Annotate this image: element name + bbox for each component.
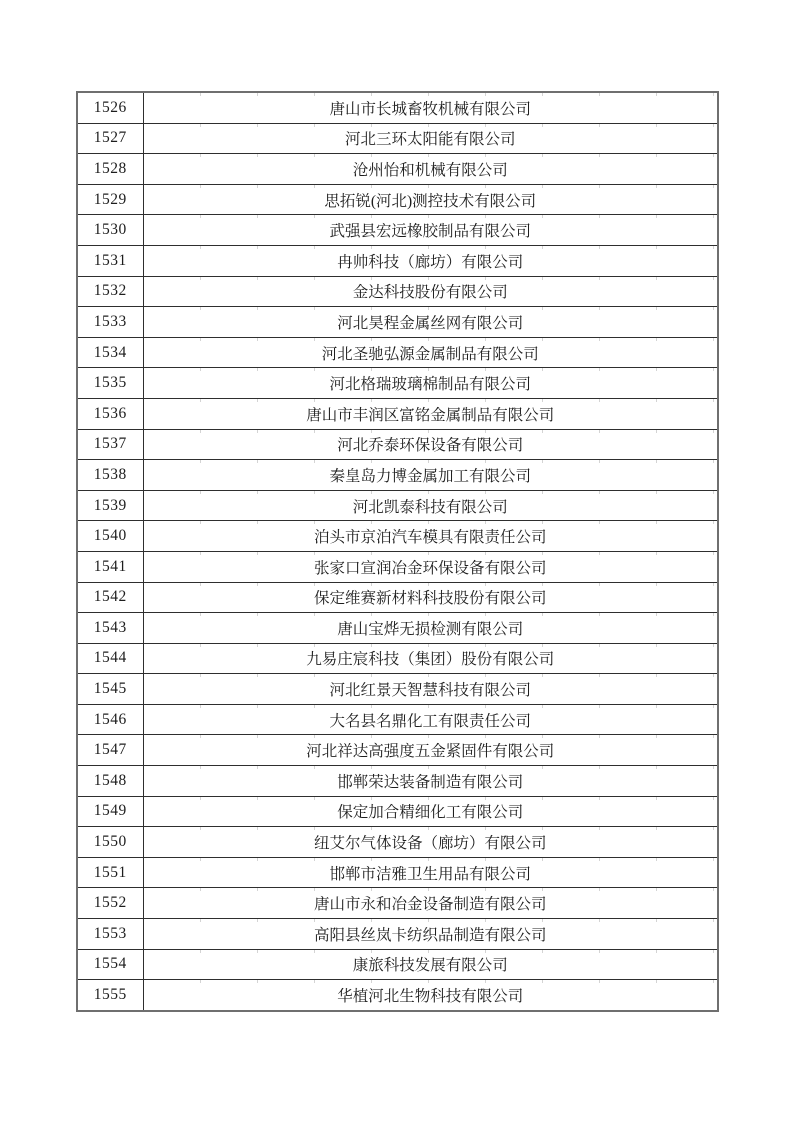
company-name-cell bbox=[143, 827, 718, 858]
row-index: 1545 bbox=[93, 680, 127, 698]
company-name: 九易庄宸科技（集团）股份有限公司 bbox=[306, 651, 555, 669]
table-row bbox=[77, 919, 718, 950]
table-row bbox=[77, 521, 718, 552]
company-name-cell bbox=[143, 92, 718, 123]
table-row bbox=[77, 827, 718, 858]
table-row bbox=[77, 307, 718, 338]
company-name: 邯郸荣达装备制造有限公司 bbox=[337, 773, 524, 791]
company-name: 高阳县丝岚卡纺织品制造有限公司 bbox=[313, 926, 547, 944]
row-index: 1538 bbox=[93, 465, 127, 483]
row-index: 1553 bbox=[93, 924, 127, 942]
row-index: 1540 bbox=[93, 527, 127, 545]
company-name-cell bbox=[143, 980, 718, 1011]
row-index-cell bbox=[77, 276, 143, 307]
row-index-cell bbox=[77, 980, 143, 1011]
row-index: 1547 bbox=[93, 741, 127, 759]
table-row bbox=[77, 857, 718, 888]
company-name: 河北三环太阳能有限公司 bbox=[344, 131, 516, 149]
company-name-cell bbox=[143, 245, 718, 276]
company-name: 唐山市丰润区富铭金属制品有限公司 bbox=[306, 406, 555, 424]
table-row bbox=[77, 582, 718, 613]
company-name: 河北红景天智慧科技有限公司 bbox=[329, 682, 531, 700]
table-row bbox=[77, 245, 718, 276]
row-index-cell bbox=[77, 919, 143, 950]
row-index-cell bbox=[77, 888, 143, 919]
company-name: 康旅科技发展有限公司 bbox=[352, 957, 508, 975]
row-index: 1529 bbox=[93, 190, 127, 208]
company-name: 保定维赛新材料科技股份有限公司 bbox=[313, 590, 547, 608]
company-name: 河北昊程金属丝网有限公司 bbox=[337, 314, 524, 332]
row-index: 1528 bbox=[93, 159, 127, 177]
company-name: 邯郸市洁雅卫生用品有限公司 bbox=[329, 865, 531, 883]
company-name-cell bbox=[143, 337, 718, 368]
company-name: 唐山市永和冶金设备制造有限公司 bbox=[313, 896, 547, 914]
company-name-cell bbox=[143, 674, 718, 705]
company-name-cell bbox=[143, 949, 718, 980]
company-name-cell bbox=[143, 643, 718, 674]
row-index-cell bbox=[77, 857, 143, 888]
row-index-cell bbox=[77, 92, 143, 123]
table-row bbox=[77, 674, 718, 705]
row-index: 1555 bbox=[93, 986, 127, 1004]
company-table bbox=[76, 91, 719, 1012]
company-name-cell bbox=[143, 919, 718, 950]
company-name: 保定加合精细化工有限公司 bbox=[337, 804, 524, 822]
table-row bbox=[77, 92, 718, 123]
company-name: 冉帅科技（廊坊）有限公司 bbox=[337, 253, 524, 271]
row-index: 1533 bbox=[93, 312, 127, 330]
row-index: 1531 bbox=[93, 251, 127, 269]
row-index-cell bbox=[77, 460, 143, 491]
row-index-cell bbox=[77, 429, 143, 460]
company-name: 张家口宣润冶金环保设备有限公司 bbox=[313, 559, 547, 577]
row-index-cell bbox=[77, 490, 143, 521]
row-index: 1539 bbox=[93, 496, 127, 514]
row-index-cell bbox=[77, 215, 143, 246]
table-row bbox=[77, 276, 718, 307]
company-name-cell bbox=[143, 735, 718, 766]
row-index-cell bbox=[77, 827, 143, 858]
row-index: 1532 bbox=[93, 282, 127, 300]
table-row bbox=[77, 766, 718, 797]
row-index: 1535 bbox=[93, 374, 127, 392]
company-name-cell bbox=[143, 460, 718, 491]
row-index: 1549 bbox=[93, 802, 127, 820]
company-name: 武强县宏远橡胶制品有限公司 bbox=[329, 223, 531, 241]
company-name: 沧州怡和机械有限公司 bbox=[352, 161, 508, 179]
company-name: 河北祥达高强度五金紧固件有限公司 bbox=[306, 743, 555, 761]
row-index: 1526 bbox=[93, 98, 127, 116]
row-index: 1550 bbox=[93, 833, 127, 851]
table-row bbox=[77, 949, 718, 980]
company-name: 金达科技股份有限公司 bbox=[352, 284, 508, 302]
table-row bbox=[77, 215, 718, 246]
row-index: 1543 bbox=[93, 618, 127, 636]
company-name: 纽艾尔气体设备（廊坊）有限公司 bbox=[313, 835, 547, 853]
row-index: 1546 bbox=[93, 710, 127, 728]
company-name-cell bbox=[143, 429, 718, 460]
company-name-cell bbox=[143, 521, 718, 552]
company-name-cell bbox=[143, 123, 718, 154]
table-row bbox=[77, 184, 718, 215]
company-name-cell bbox=[143, 551, 718, 582]
row-index: 1530 bbox=[93, 221, 127, 239]
row-index-cell bbox=[77, 398, 143, 429]
row-index: 1527 bbox=[93, 129, 127, 147]
row-index-cell bbox=[77, 704, 143, 735]
table-row bbox=[77, 980, 718, 1011]
row-index: 1534 bbox=[93, 343, 127, 361]
company-name-cell bbox=[143, 368, 718, 399]
row-index-cell bbox=[77, 184, 143, 215]
table-row bbox=[77, 490, 718, 521]
company-name-cell bbox=[143, 582, 718, 613]
company-name-cell bbox=[143, 184, 718, 215]
company-name: 河北格瑞玻璃棉制品有限公司 bbox=[329, 376, 531, 394]
row-index: 1551 bbox=[93, 863, 127, 881]
company-name-cell bbox=[143, 215, 718, 246]
row-index-cell bbox=[77, 368, 143, 399]
company-name: 思拓锐(河北)测控技术有限公司 bbox=[324, 192, 537, 210]
row-index-cell bbox=[77, 796, 143, 827]
row-index-cell bbox=[77, 154, 143, 185]
row-index: 1542 bbox=[93, 588, 127, 606]
table-row bbox=[77, 704, 718, 735]
row-index: 1554 bbox=[93, 955, 127, 973]
company-name-cell bbox=[143, 490, 718, 521]
row-index-cell bbox=[77, 307, 143, 338]
table-row bbox=[77, 735, 718, 766]
row-index-cell bbox=[77, 337, 143, 368]
company-name: 华植河北生物科技有限公司 bbox=[337, 988, 524, 1006]
company-name: 河北乔泰环保设备有限公司 bbox=[337, 437, 524, 455]
row-index-cell bbox=[77, 949, 143, 980]
table-row bbox=[77, 154, 718, 185]
table-row bbox=[77, 123, 718, 154]
company-name-cell bbox=[143, 857, 718, 888]
table-row bbox=[77, 643, 718, 674]
table-row bbox=[77, 368, 718, 399]
company-name-cell bbox=[143, 704, 718, 735]
table-row bbox=[77, 337, 718, 368]
company-name: 泊头市京泊汽车模具有限责任公司 bbox=[313, 529, 547, 547]
table-row bbox=[77, 429, 718, 460]
company-name: 唐山市长城畜牧机械有限公司 bbox=[329, 100, 531, 118]
table-row bbox=[77, 551, 718, 582]
company-name: 大名县名鼎化工有限责任公司 bbox=[329, 712, 531, 730]
row-index: 1552 bbox=[93, 894, 127, 912]
company-name-cell bbox=[143, 307, 718, 338]
company-name: 河北凯泰科技有限公司 bbox=[352, 498, 508, 516]
company-name: 秦皇岛力博金属加工有限公司 bbox=[329, 467, 531, 485]
row-index-cell bbox=[77, 123, 143, 154]
table-row bbox=[77, 398, 718, 429]
row-index-cell bbox=[77, 766, 143, 797]
table-row bbox=[77, 460, 718, 491]
row-index: 1548 bbox=[93, 771, 127, 789]
row-index: 1544 bbox=[93, 649, 127, 667]
company-name-cell bbox=[143, 766, 718, 797]
company-name-cell bbox=[143, 796, 718, 827]
row-index: 1536 bbox=[93, 404, 127, 422]
company-name: 唐山宝烨无损检测有限公司 bbox=[337, 620, 524, 638]
row-index: 1537 bbox=[93, 435, 127, 453]
company-name-cell bbox=[143, 154, 718, 185]
row-index-cell bbox=[77, 245, 143, 276]
company-name-cell bbox=[143, 276, 718, 307]
company-name-cell bbox=[143, 888, 718, 919]
row-index-cell bbox=[77, 521, 143, 552]
row-index-cell bbox=[77, 674, 143, 705]
company-table-body bbox=[77, 92, 718, 1011]
table-row bbox=[77, 888, 718, 919]
row-index-cell bbox=[77, 735, 143, 766]
row-index-cell bbox=[77, 582, 143, 613]
company-name-cell bbox=[143, 398, 718, 429]
table-row bbox=[77, 613, 718, 644]
row-index-cell bbox=[77, 551, 143, 582]
table-row bbox=[77, 796, 718, 827]
row-index-cell bbox=[77, 613, 143, 644]
company-name: 河北圣驰弘源金属制品有限公司 bbox=[321, 345, 539, 363]
row-index-cell bbox=[77, 643, 143, 674]
row-index: 1541 bbox=[93, 557, 127, 575]
company-name-cell bbox=[143, 613, 718, 644]
